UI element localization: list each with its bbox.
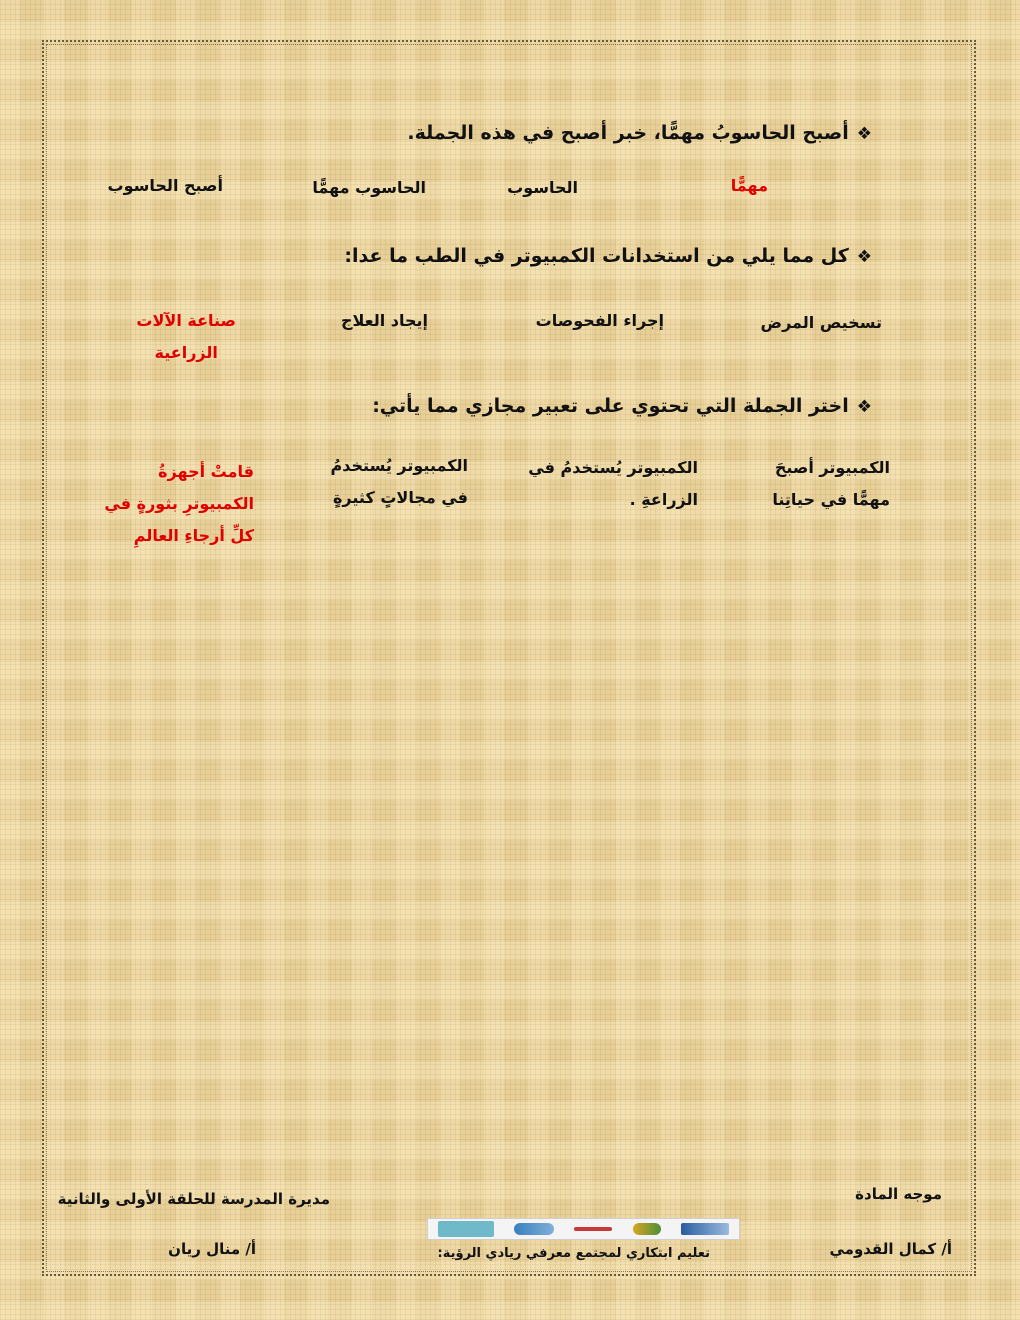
q2-option-4-line-2: الزراعية [154, 343, 218, 362]
q3-option-3-line-1: الكمبيوتر يُستخدمُ [330, 456, 468, 475]
q3-option-4-line-1: قامتْ أجهزةُ [158, 462, 254, 481]
supervisor-title: موجه المادة [855, 1185, 942, 1203]
bullet-icon: ❖ [856, 124, 872, 144]
ministry-logo-icon [514, 1223, 554, 1235]
q2-option-1[interactable]: تسخيص المرض [760, 313, 882, 332]
council-logo-icon [681, 1223, 729, 1235]
q2-option-4[interactable] [136, 305, 236, 369]
vision-statement: تعليم ابتكاري لمجتمع معرفي ريادي الرؤية: [437, 1246, 710, 1261]
q3-option-1[interactable] [772, 452, 890, 516]
page-border-inner [46, 44, 972, 1272]
question-3-text: اختر الجملة التي تحتوي على تعبير مجازي مما يأتي: [372, 395, 849, 417]
question-1 [407, 122, 872, 144]
q3-option-4-line-2: الكمبيوترِ بثورةٍ في [104, 494, 254, 513]
q3-option-3[interactable] [331, 450, 468, 514]
q1-option-1[interactable]: مهمًّا [730, 176, 768, 195]
q3-option-2[interactable] [528, 452, 698, 516]
q3-option-4[interactable] [104, 456, 254, 552]
q2-option-4-line-1: صناعة الآلات [136, 311, 236, 330]
q1-option-4[interactable]: أصبح الحاسوب [107, 176, 223, 195]
q3-option-2-line-1: الكمبيوتر يُستخدمُ في [528, 458, 698, 477]
q1-option-3[interactable]: الحاسوب مهمًّا [312, 178, 426, 197]
question-3 [372, 395, 872, 417]
q3-option-1-line-2: مهمًّا في حياتِنا [772, 490, 890, 509]
q3-option-2-line-2: الزراعةِ . [629, 490, 698, 509]
q3-option-4-line-3: كلِّ أرجاءِ العالمِ [133, 526, 254, 545]
home-logo-icon [438, 1221, 494, 1237]
partner-logos [427, 1218, 740, 1240]
q1-option-2[interactable]: الحاسوب [507, 178, 578, 197]
question-2 [344, 245, 872, 267]
q3-option-3-line-2: في مجالاتٍ كثيرةٍ [332, 488, 468, 507]
q2-option-3[interactable]: إيجاد العلاج [340, 311, 428, 330]
bullet-icon: ❖ [856, 397, 872, 417]
question-1-text: أصبح الحاسوبُ مهمًّا، خبر أصبح في هذه الجملة. [407, 122, 849, 144]
question-2-text: كل مما يلي من استخدانات الكمبيوتر في الطب ما عدا: [344, 245, 849, 267]
stripe-logo-icon [574, 1227, 612, 1231]
bullet-icon: ❖ [856, 247, 872, 267]
q3-option-1-line-1: الكمبيوتر أصبحَ [774, 458, 890, 477]
supervisor-name: أ/ كمال القدومي [829, 1240, 952, 1258]
q2-option-2[interactable]: إجراء الفحوصات [535, 311, 664, 330]
emblem-logo-icon [633, 1223, 661, 1235]
principal-name: أ/ منال ريان [168, 1240, 256, 1258]
principal-title: مديرة المدرسة للحلقة الأولى والثانية [57, 1190, 330, 1208]
